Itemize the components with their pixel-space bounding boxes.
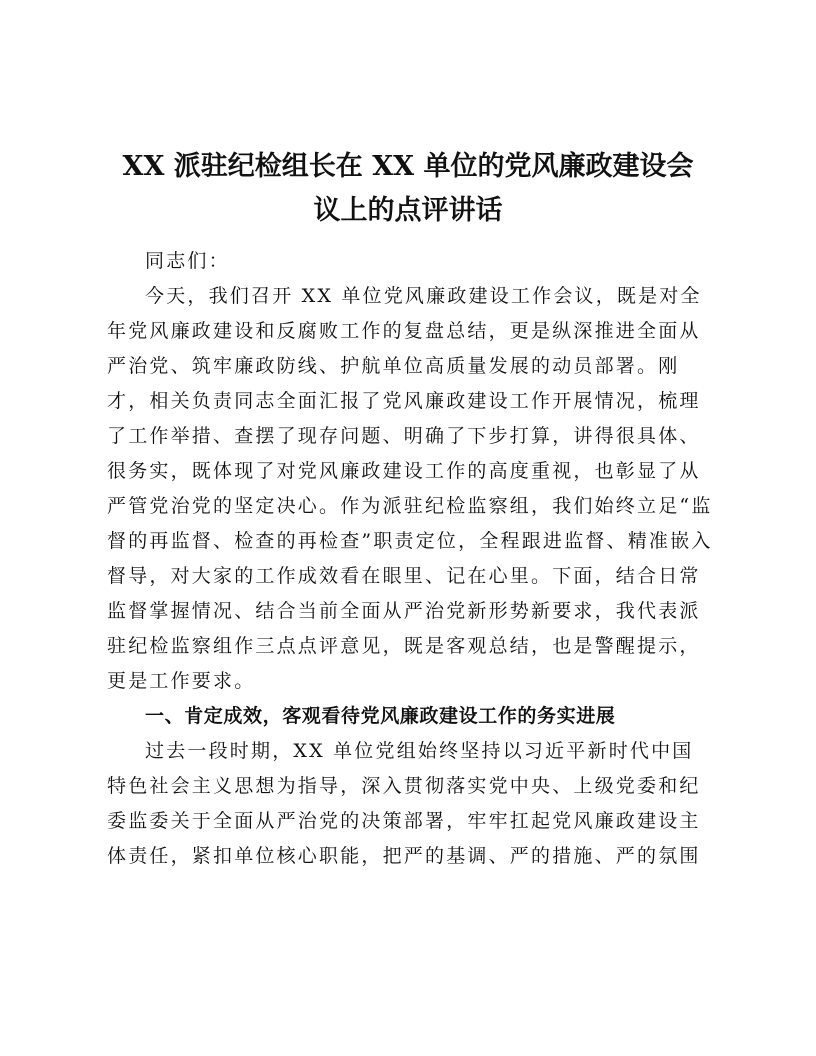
paragraph-opening (107, 279, 717, 699)
paragraph-line: 更是工作要求。 (107, 670, 256, 692)
paragraph-line: 才，相关负责同志全面汇报了党风廉政建设工作开展情况，梳理 (107, 390, 701, 412)
section-heading-1: 一、肯定成效，客观看待党风廉政建设工作的务实进展 (145, 705, 616, 727)
document-title (100, 145, 716, 233)
paragraph-line: 驻纪检监察组作三点点评意见，既是客观总结，也是警醒提示， (107, 635, 701, 657)
paragraph-section-1 (107, 734, 717, 874)
paragraph-line: 严管党治党的坚定决心。作为派驻纪检监察组，我们始终立足“监 (107, 495, 713, 517)
paragraph-line: 监督掌握情况、结合当前全面从严治党新形势新要求，我代表派 (107, 600, 701, 622)
paragraph-line: 过去一段时期，XX 单位党组始终坚持以习近平新时代中国 (145, 740, 694, 762)
paragraph-line: 很务实，既体现了对党风廉政建设工作的高度重视，也彰显了从 (107, 460, 701, 482)
paragraph-line: 体责任，紧扣单位核心职能，把严的基调、严的措施、严的氛围 (107, 845, 701, 867)
salutation: 同志们： (145, 250, 230, 272)
paragraph-line: 督导，对大家的工作成效看在眼里、记在心里。下面，结合日常 (107, 565, 701, 587)
paragraph-line: 今天，我们召开 XX 单位党风廉政建设工作会议，既是对全 (145, 285, 702, 307)
paragraph-line: 委监委关于全面从严治党的决策部署，牢牢扛起党风廉政建设主 (107, 810, 701, 832)
title-line-1: XX 派驻纪检组长在 XX 单位的党风廉政建设会 (122, 151, 694, 182)
paragraph-line: 特色社会主义思想为指导，深入贯彻落实党中央、上级党委和纪 (107, 775, 701, 797)
document-body (107, 244, 717, 874)
paragraph-line: 了工作举措、查摆了现存问题、明确了下步打算，讲得很具体、 (107, 425, 701, 447)
paragraph-line: 督的再监督、检查的再检查”职责定位，全程跟进监督、精准嵌入 (107, 530, 713, 552)
title-line-2: 议上的点评讲话 (313, 195, 503, 226)
paragraph-line: 严治党、筑牢廉政防线、护航单位高质量发展的动员部署。刚 (107, 355, 680, 377)
paragraph-line: 年党风廉政建设和反腐败工作的复盘总结，更是纵深推进全面从 (107, 320, 701, 342)
